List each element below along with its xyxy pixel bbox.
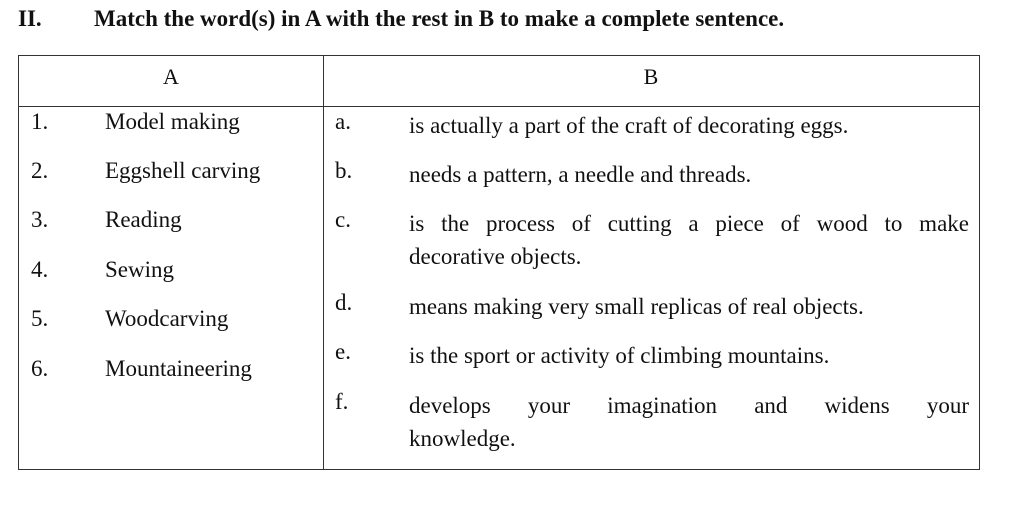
- item-letter: d.: [335, 290, 353, 315]
- item-letter: e.: [335, 339, 351, 364]
- item-word: Eggshell carving: [105, 158, 261, 183]
- item-letter: b.: [335, 158, 353, 183]
- item-number: 1.: [31, 109, 49, 134]
- item-text-line: knowledge.: [409, 426, 516, 451]
- item-text-line: needs a pattern, a needle and threads.: [409, 162, 752, 187]
- item-number: 4.: [31, 257, 49, 282]
- item-text: [409, 290, 969, 323]
- header-divider: [19, 106, 979, 107]
- item-text-line: is actually a part of the craft of decorating eggs.: [409, 113, 849, 138]
- column-a-header: A: [163, 64, 179, 89]
- item-text: [409, 158, 969, 191]
- item-text: [409, 389, 969, 455]
- item-text-line: develops your imagination and widens your: [409, 393, 969, 418]
- item-word: Woodcarving: [105, 306, 229, 331]
- item-text: [409, 207, 969, 273]
- item-word: Reading: [105, 207, 182, 232]
- item-letter: f.: [335, 389, 349, 414]
- exercise-instruction: Match the word(s) in A with the rest in B to make a complete sentence.: [94, 6, 785, 31]
- item-text-line: is the sport or activity of climbing mountains.: [409, 343, 830, 368]
- item-text: [409, 339, 969, 372]
- matching-table: [18, 55, 980, 470]
- item-letter: c.: [335, 207, 351, 232]
- item-text-line: is the process of cutting a piece of wood to make: [409, 211, 969, 236]
- item-word: Sewing: [105, 257, 174, 282]
- column-divider: [323, 56, 324, 469]
- item-number: 2.: [31, 158, 49, 183]
- item-word: Mountaineering: [105, 356, 252, 381]
- exercise-number: II.: [18, 6, 42, 31]
- item-text-line: means making very small replicas of real objects.: [409, 294, 864, 319]
- item-text: [409, 109, 969, 142]
- item-letter: a.: [335, 109, 351, 134]
- item-number: 3.: [31, 207, 49, 232]
- item-text-line: decorative objects.: [409, 244, 582, 269]
- column-b-header: B: [643, 64, 659, 89]
- item-number: 5.: [31, 306, 49, 331]
- item-word: Model making: [105, 109, 240, 134]
- item-number: 6.: [31, 356, 49, 381]
